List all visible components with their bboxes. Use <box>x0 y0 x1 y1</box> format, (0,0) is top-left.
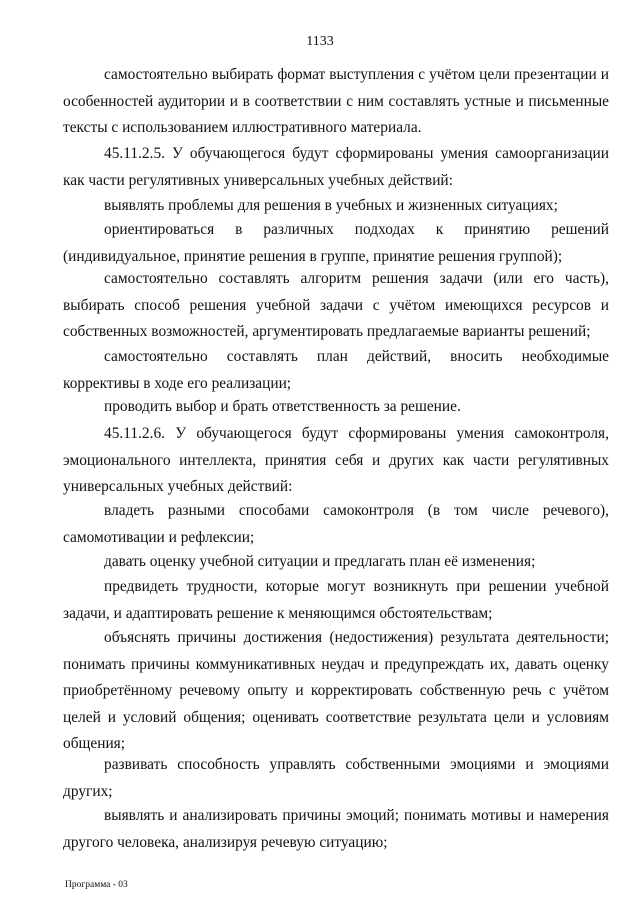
paragraph: предвидеть трудности, которые могут возникнуть при решении учебной задачи, и адаптировать решение к меняющимся обстоятельствам; <box>63 578 609 622</box>
paragraph: давать оценку учебной ситуации и предлагать план её изменения; <box>104 553 536 570</box>
paragraph: 45.11.2.6. У обучающегося будут сформированы умения самоконтроля, эмоционального интеллекта, принятия себя и других как части регулятивных универсальных учебных действий: <box>63 425 609 495</box>
paragraph: выявлять проблемы для решения в учебных и жизненных ситуациях; <box>104 197 558 214</box>
paragraph: развивать способность управлять собственными эмоциями и эмоциями других; <box>63 756 609 800</box>
paragraph: выявлять и анализировать причины эмоций; понимать мотивы и намерения другого человека, анализируя речевую ситуацию; <box>63 807 609 851</box>
paragraph: проводить выбор и брать ответственность за решение. <box>104 398 461 415</box>
page-number: 1133 <box>306 34 334 49</box>
paragraph: 45.11.2.5. У обучающегося будут сформированы умения самоорганизации как части регулятивных универсальных учебных действий: <box>63 145 609 189</box>
paragraph: ориентироваться в различных подходах к принятию решений (индивидуальное, принятие решения в группе, принятие решения группой); <box>63 221 609 265</box>
paragraph: самостоятельно составлять план действий, вносить необходимые коррективы в ходе его реализации; <box>63 348 609 392</box>
paragraph: владеть разными способами самоконтроля (в том числе речевого), самомотивации и рефлексии; <box>63 502 609 546</box>
footer-label: Программа - 03 <box>65 880 128 890</box>
paragraph: самостоятельно составлять алгоритм решения задачи (или его часть), выбирать способ решения учебной задачи с учётом имеющихся ресурсов и собственных возможностей, аргументировать предлагаемые варианты решений; <box>63 270 609 340</box>
paragraph: объяснять причины достижения (недостижения) результата деятельности; понимать причины коммуникативных неудач и предупреждать их, давать оценку приобретённому речевому опыту и корректировать собственную речь с учётом целей и условий общения; оценивать соответствие результата цели и условиям общения; <box>63 629 609 752</box>
paragraph: самостоятельно выбирать формат выступления с учётом цели презентации и особенностей аудитории и в соответствии с ним составлять устные и письменные тексты с использованием иллюстративного материала. <box>63 66 609 136</box>
